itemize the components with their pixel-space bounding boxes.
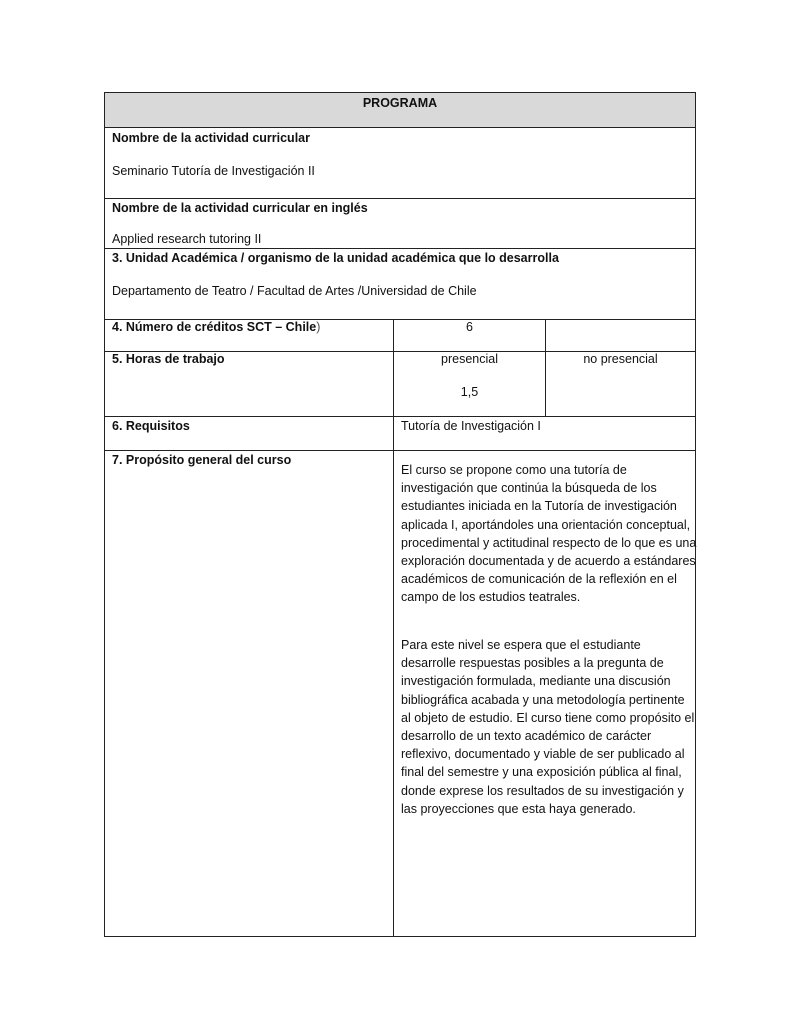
requisitos-value-cell	[393, 417, 695, 450]
requisitos-label: 6. Requisitos	[112, 419, 190, 433]
row-unidad	[105, 249, 695, 320]
creditos-value-cell	[393, 320, 545, 351]
presencial-cell	[393, 352, 545, 416]
program-table	[104, 92, 696, 937]
proposito-paragraph-2: Para este nivel se espera que el estudiante desarrolle respuestas posibles a la pregunta de investigación formulada, mediante una discusión bibliográfica acabada y una metodología pertinente al objeto de estudio. El curso tiene como propósito el desarrollo de un texto académico de carácter reflexivo, documentado y viable de ser publicado al final del semestre y una exposición pública al final, donde exprese los resultados de su investigación y las proyecciones que esta haya generado.	[401, 638, 695, 816]
horas-label: 5. Horas de trabajo	[112, 352, 225, 366]
row-proposito	[105, 451, 695, 936]
creditos-label-suffix: )	[316, 320, 321, 334]
creditos-extra-cell	[545, 320, 695, 351]
table-header-row	[105, 93, 695, 128]
proposito-paragraph-1: El curso se propone como una tutoría de investigación que continúa la búsqueda de los estudiantes iniciada en la Tutoría de investigación aplicada I, aportándoles una orientación conceptual, procedimental y actitudinal respecto de lo que es una exploración documentada y de acuerdo a estándares académicos de comunicación de la reflexión en el campo de los estudios teatrales.	[401, 463, 697, 605]
proposito-text-cell	[393, 451, 695, 936]
creditos-label-cell	[105, 320, 393, 351]
no-presencial-label: no presencial	[583, 352, 658, 366]
row-creditos	[105, 320, 695, 352]
requisitos-value: Tutoría de Investigación I	[401, 419, 541, 433]
nombre-ingles-label: Nombre de la actividad curricular en inglés	[112, 201, 368, 215]
table-title: PROGRAMA	[362, 96, 438, 110]
proposito-label: 7. Propósito general del curso	[112, 453, 292, 467]
unidad-label: 3. Unidad Académica / organismo de la unidad académica que lo desarrolla	[112, 251, 559, 265]
unidad-value: Departamento de Teatro / Facultad de Artes /Universidad de Chile	[112, 284, 477, 298]
row-requisitos	[105, 417, 695, 451]
nombre-label: Nombre de la actividad curricular	[112, 131, 310, 145]
horas-label-cell	[105, 352, 393, 416]
nombre-ingles-value: Applied research tutoring II	[112, 232, 262, 246]
creditos-value: 6	[466, 320, 473, 334]
nombre-value: Seminario Tutoría de Investigación II	[112, 164, 315, 178]
row-nombre	[105, 128, 695, 199]
row-horas	[105, 352, 695, 417]
proposito-label-cell	[105, 451, 393, 936]
no-presencial-cell	[545, 352, 695, 416]
presencial-value: 1,5	[460, 385, 479, 399]
presencial-label: presencial	[441, 352, 498, 366]
requisitos-label-cell	[105, 417, 393, 450]
creditos-label: 4. Número de créditos SCT – Chile	[112, 320, 317, 334]
row-nombre-ingles	[105, 199, 695, 249]
